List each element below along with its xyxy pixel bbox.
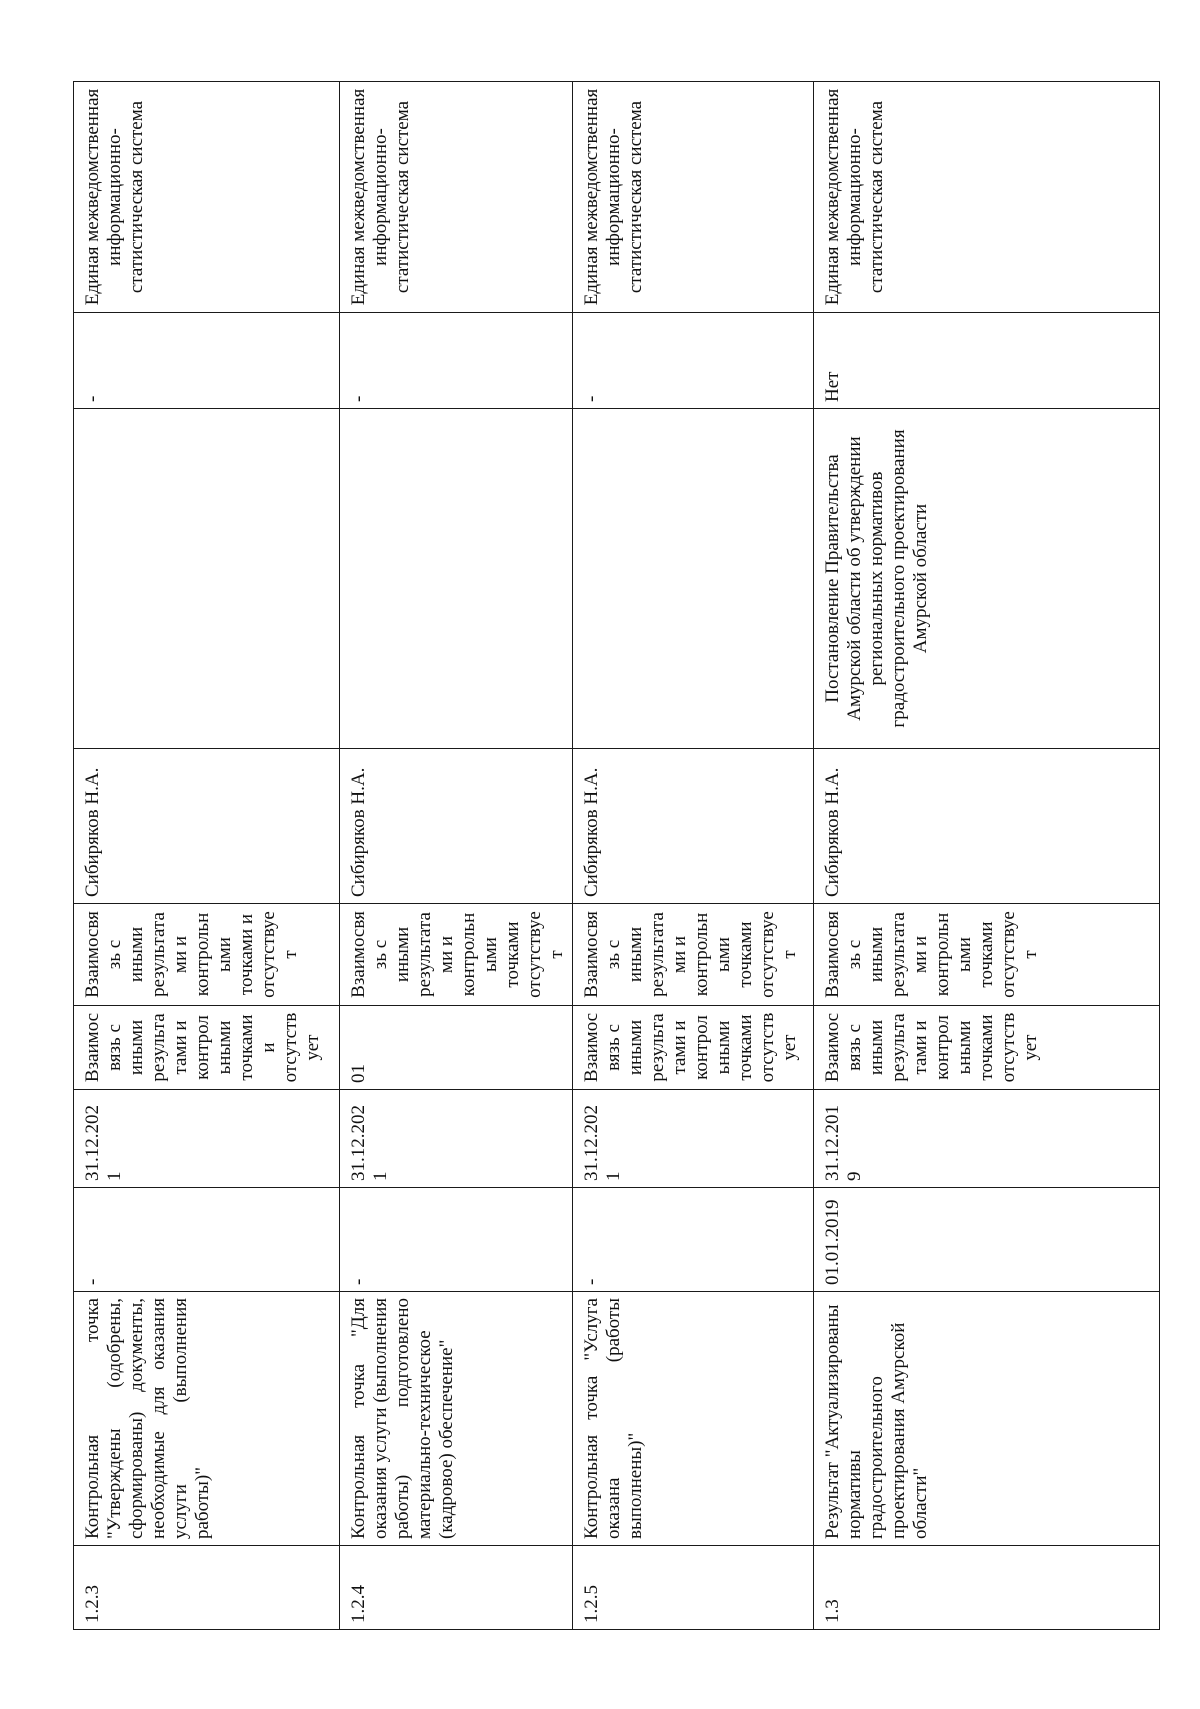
- row-responsible: Сибиряков Н.А.: [814, 749, 1160, 904]
- row-end-date: 31.12.2019: [814, 1090, 1160, 1188]
- row-dependency-prev: Взаимосвязь с иными результатами и контрольными точками отсутствует: [814, 1006, 1160, 1090]
- row-number: 1.3: [814, 1546, 1160, 1630]
- row-start-date: -: [573, 1188, 814, 1292]
- row-flag: -: [340, 313, 573, 409]
- row-system: Единая межведомственная информационно-статистическая система: [340, 82, 573, 313]
- row-dependency-next: Взаимосвязь с иными результатами и контрольными точками отсутствует: [340, 904, 573, 1006]
- row-start-date: 01.01.2019: [814, 1188, 1160, 1292]
- row-dependency-next: Взаимосвязь с иными результатами и контрольными точками отсутствует: [814, 904, 1160, 1006]
- row-system: Единая межведомственная информационно-статистическая система: [74, 82, 340, 313]
- row-end-date: 31.12.2021: [340, 1090, 573, 1188]
- plan-table: [73, 81, 1160, 1630]
- table-row: [74, 82, 340, 1630]
- row-document: [340, 409, 573, 749]
- row-dependency-prev: Взаимосвязь с иными результатами и контрольными точками и отсутствует: [74, 1006, 340, 1090]
- row-responsible: Сибиряков Н.А.: [340, 749, 573, 904]
- row-start-date: -: [340, 1188, 573, 1292]
- row-number: 1.2.4: [340, 1546, 573, 1630]
- row-name: Результат "Актуализированы нормативы градостроительного проектирования Амурской области": [814, 1292, 1160, 1546]
- row-number: 1.2.5: [573, 1546, 814, 1630]
- row-responsible: Сибиряков Н.А.: [573, 749, 814, 904]
- row-flag: -: [74, 313, 340, 409]
- row-document: Постановление Правительства Амурской области об утверждении региональных нормативов градостроительного проектирования Амурской области: [814, 409, 1160, 749]
- row-dependency-next: Взаимосвязь с иными результатами и контрольными точками и отсутствует: [74, 904, 340, 1006]
- row-start-date: -: [74, 1188, 340, 1292]
- row-number: 1.2.3: [74, 1546, 340, 1630]
- row-system: Единая межведомственная информационно-статистическая система: [573, 82, 814, 313]
- row-flag: Нет: [814, 313, 1160, 409]
- row-name: Контрольная точка "Утверждены (одобрены, сформированы) документы, необходимые для оказания услуги (выполнения работы)": [74, 1292, 340, 1546]
- table-row: [814, 82, 1160, 1630]
- row-end-date: 31.12.2021: [573, 1090, 814, 1188]
- row-responsible: Сибиряков Н.А.: [74, 749, 340, 904]
- rotated-page: [73, 82, 1122, 1630]
- row-end-date: 31.12.2021: [74, 1090, 340, 1188]
- table-row: [340, 82, 573, 1630]
- row-name: Контрольная точка "Для оказания услуги (выполнения работы) подготовлено материально-техническое (кадровое) обеспечение": [340, 1292, 573, 1546]
- row-dependency-prev: Взаимосвязь с иными результатами и контрольными точками отсутствует: [573, 1006, 814, 1090]
- row-dependency-prev: 01: [340, 1006, 573, 1090]
- row-flag: -: [573, 313, 814, 409]
- row-dependency-next: Взаимосвязь с иными результатами и контрольными точками отсутствует: [573, 904, 814, 1006]
- row-document: [573, 409, 814, 749]
- row-system: Единая межведомственная информационно-статистическая система: [814, 82, 1160, 313]
- row-name: Контрольная точка "Услуга оказана (работы выполнены)": [573, 1292, 814, 1546]
- row-document: [74, 409, 340, 749]
- table-row: [573, 82, 814, 1630]
